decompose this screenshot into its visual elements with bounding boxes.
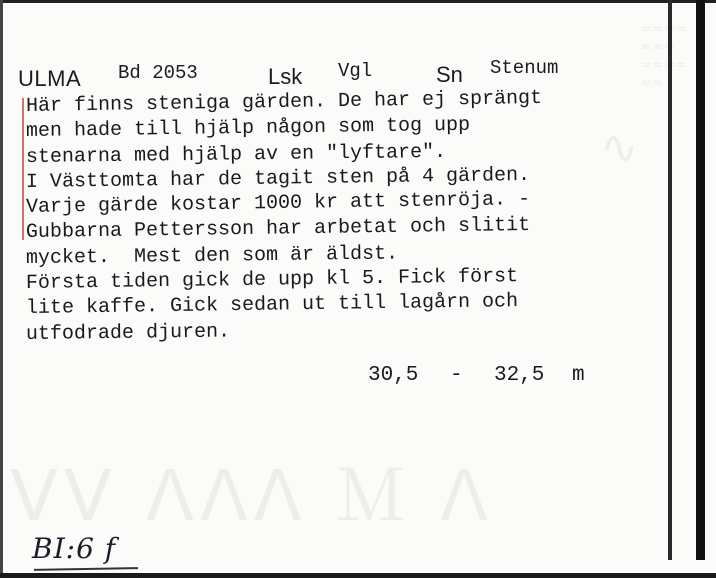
volume-number: Bd 2053 — [118, 62, 198, 84]
measurement-unit: m — [572, 364, 585, 387]
vertical-rule — [696, 0, 705, 560]
bleed-through-texture: ∿ — [600, 120, 639, 174]
archive-code: ULMA — [18, 66, 82, 91]
text-line: stenarna med hjälp av en "lyftare". — [25, 140, 447, 169]
parish-label: Sn — [436, 62, 463, 87]
measurement-to: 32,5 — [494, 364, 545, 387]
province-value: Vgl — [338, 60, 373, 82]
text-line: Gubbarna Pettersson har arbetat och slitit — [25, 214, 531, 245]
measurement-from: 30,5 — [368, 364, 419, 387]
card-edge-top — [0, 0, 716, 3]
bleed-through-texture: ᐯᐯ ᐱᐱᐱ Ｍ ᐱ — [10, 455, 495, 537]
text-line: lite kaffe. Gick sedan ut till lagårn och — [25, 290, 519, 321]
margin-mark — [22, 98, 24, 240]
handwritten-signum: BI:6 f — [32, 532, 117, 565]
handwritten-underline — [34, 567, 138, 571]
bleed-through-texture: ≈≈≈≈ ≈≈≈ ≈≈≈≈ ≈≈ — [640, 21, 687, 91]
province-label: Lsk — [268, 64, 303, 89]
parish-value: Stenum — [490, 57, 559, 79]
text-line: Här finns steniga gärden. De har ej sprängt — [25, 86, 543, 118]
text-line: Varje gärde kostar 1000 kr att stenröja. - — [25, 188, 531, 220]
text-line: mycket. Mest den som är äldst. — [25, 242, 399, 270]
text-line: I Västtomta har de tagit sten på 4 gärden. — [25, 163, 531, 194]
text-line: utfodrade djuren. — [25, 320, 231, 346]
vertical-rule — [668, 0, 672, 560]
card-edge-left — [0, 0, 3, 578]
card-edge-bottom — [0, 573, 716, 578]
text-line: Första tiden gick de upp kl 5. Fick först — [25, 265, 519, 296]
card-body-text — [25, 86, 666, 347]
text-line: men hade till hjälp någon som tog upp — [25, 114, 471, 144]
measurement-dash: - — [450, 364, 463, 387]
